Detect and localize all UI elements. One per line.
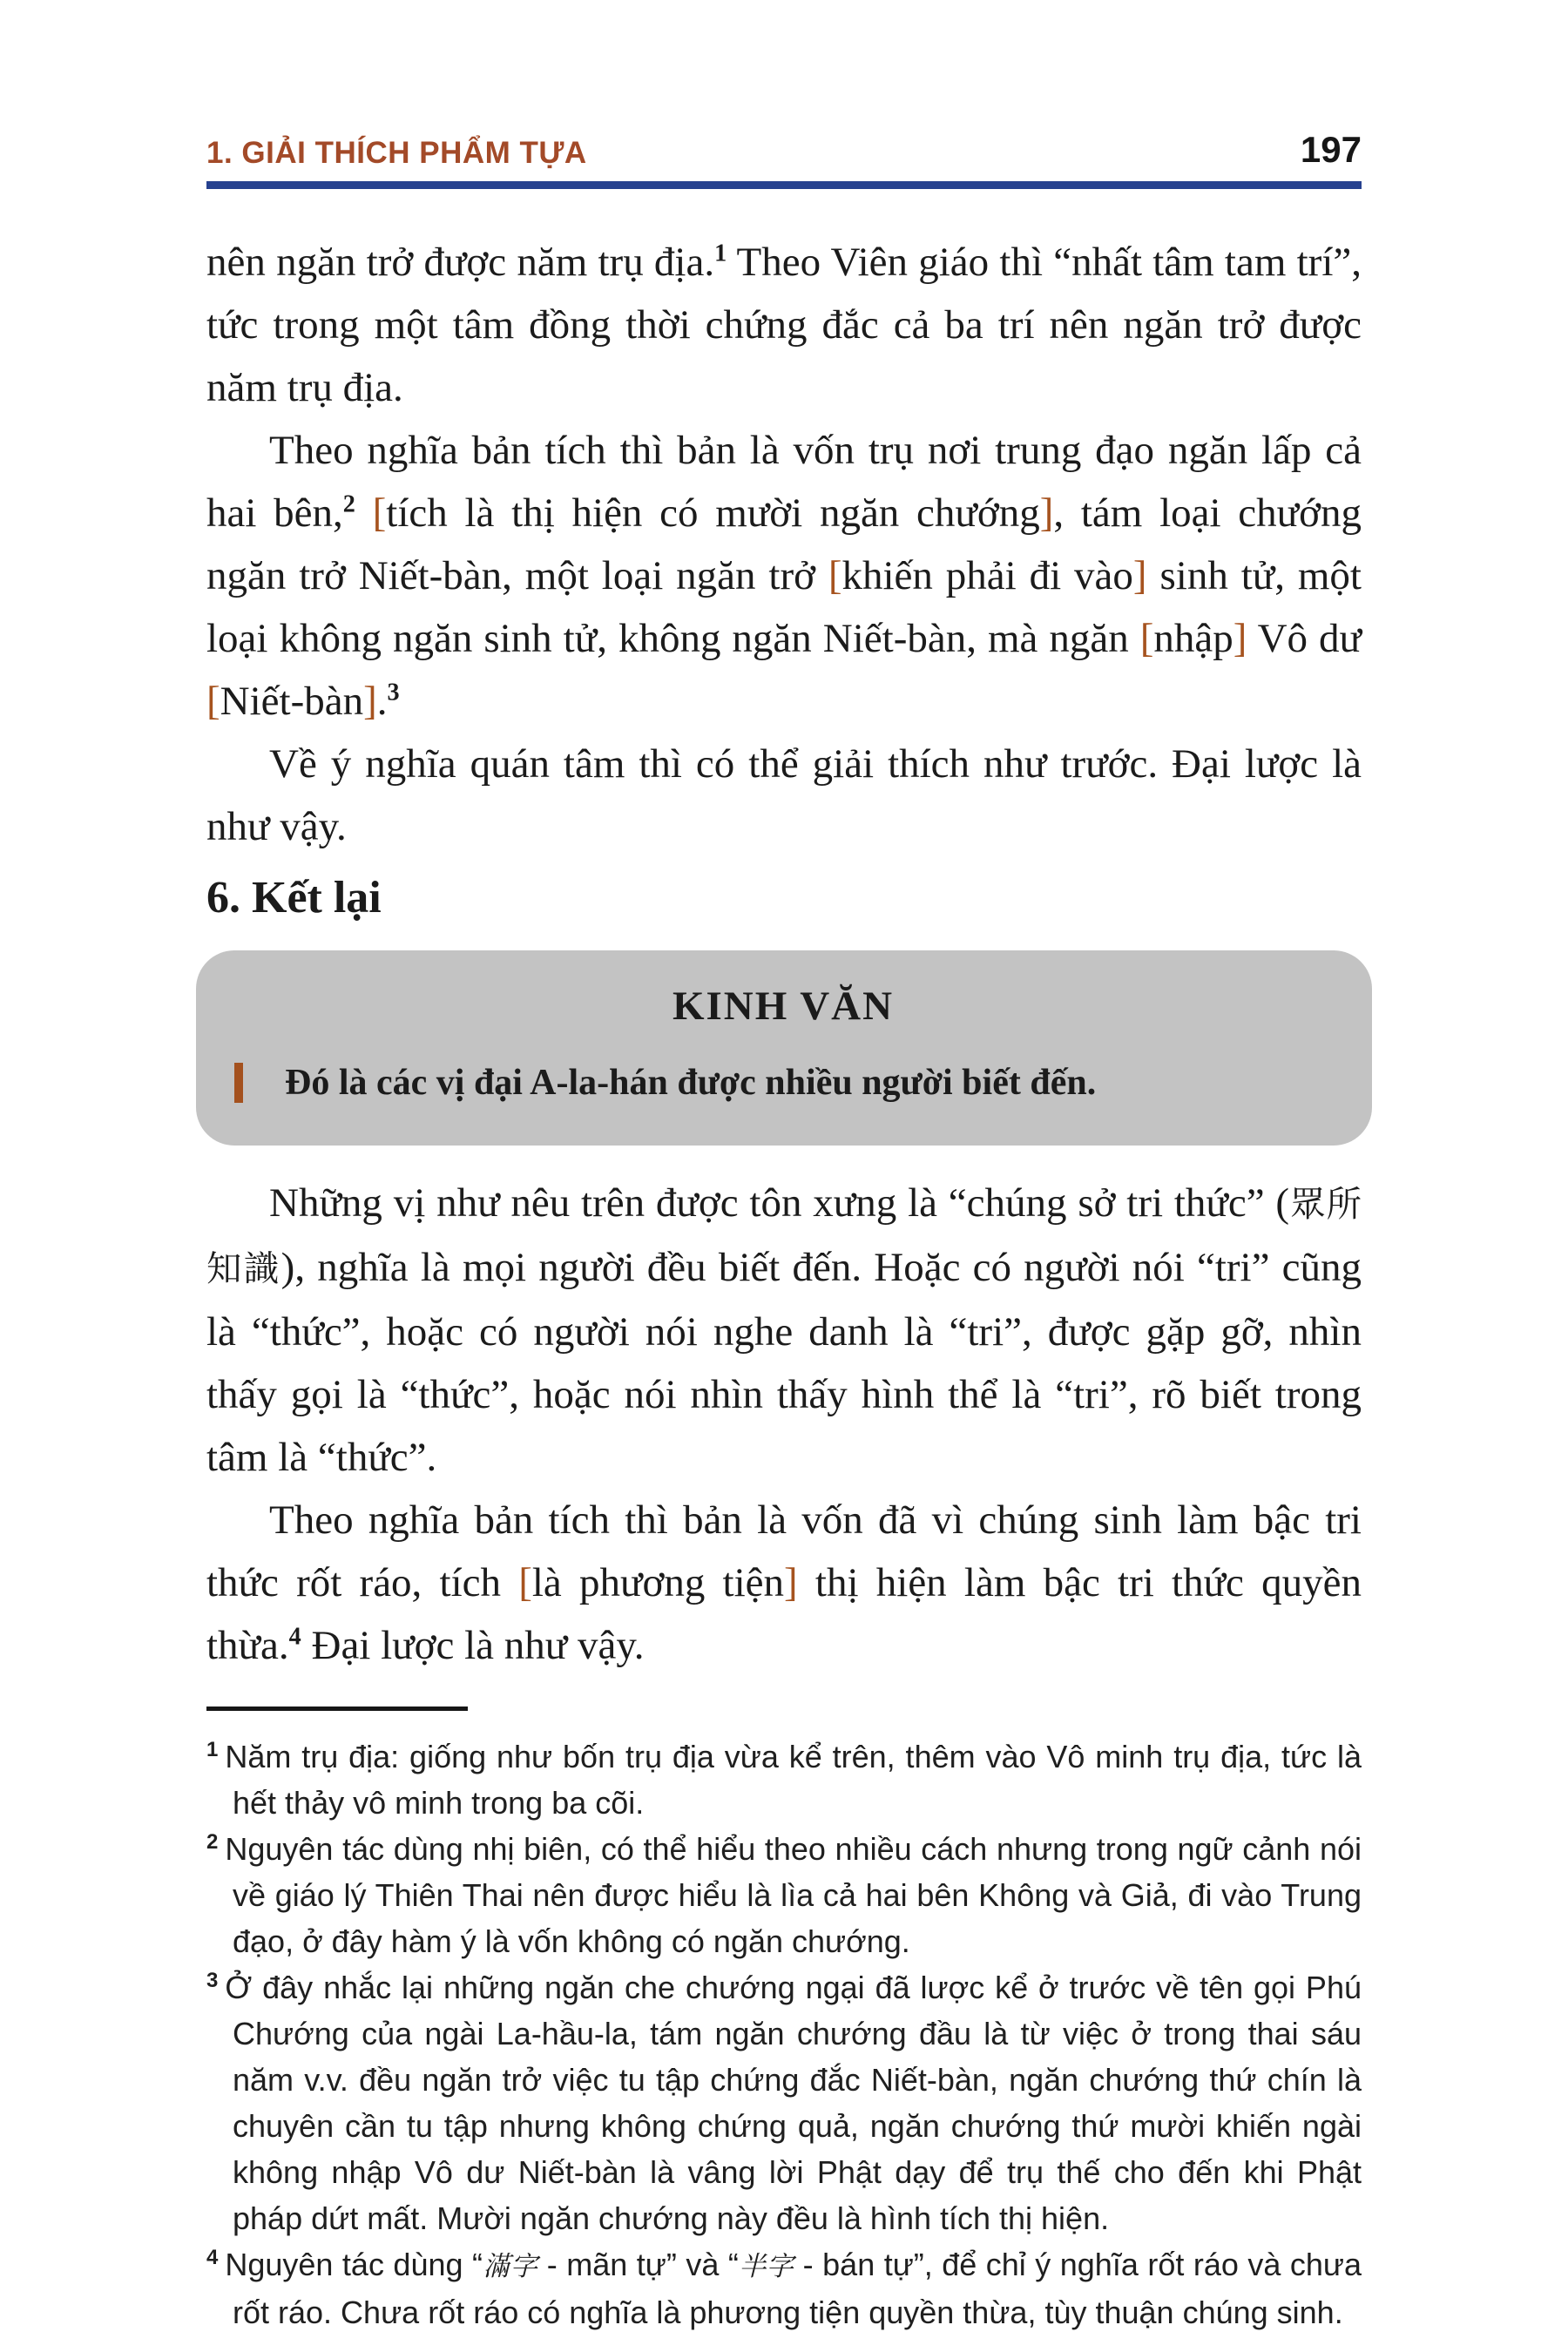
footnote-number: 2 bbox=[206, 1830, 219, 1854]
text-run: - bán tự”, để chỉ ý nghĩa rốt ráo và chưa rốt ráo. Chưa rốt ráo có nghĩa là phương tiện quyền thừa, tùy thuận chúng sinh. bbox=[233, 2247, 1362, 2330]
text-run: ), nghĩa là mọi người đều biết đến. Hoặc có người nói “tri” cũng là “thức”, hoặc có người nói nghe danh là “tri”, được gặp gỡ, nhìn thấy gọi là “thức”, hoặc nói nhìn thấy hình thể là “tri”, rõ biết trong tâm là “thức”. bbox=[206, 1245, 1362, 1480]
footnote-ref-marker: 2 bbox=[342, 490, 355, 518]
paragraph-5 bbox=[206, 1489, 1362, 1677]
bracket-accent: ] bbox=[363, 679, 377, 724]
bracket-accent: [ bbox=[372, 490, 387, 536]
text-run: Năm trụ địa: giống như bốn trụ địa vừa kể trên, thêm vào Vô minh trụ địa, tức là hết thảy vô minh trong ba cõi. bbox=[225, 1739, 1362, 1821]
text-run: là phương tiện bbox=[531, 1560, 785, 1605]
bracket-accent: ] bbox=[1132, 553, 1147, 598]
bracket-accent: [ bbox=[206, 679, 220, 724]
footnote-number: 3 bbox=[206, 1969, 219, 1992]
footnote-rule bbox=[206, 1707, 468, 1711]
footnote-4 bbox=[206, 2241, 1362, 2335]
text-run: Nguyên tác dùng nhị biên, có thể hiểu theo nhiều cách nhưng trong ngữ cảnh nói về giáo lý Thiên Thai nên được hiểu là lìa cả hai bên Không và Giả, đi vào Trung đạo, ở đây hàm ý là vốn không có ngăn chướng. bbox=[225, 1831, 1362, 1959]
bracket-accent: [ bbox=[828, 553, 842, 598]
footnote-number: 1 bbox=[206, 1738, 219, 1761]
text-run: Theo Viên giáo thì “nhất tâm tam trí”, tức trong một tâm đồng thời chứng đắc cả ba trí nên ngăn trở được năm trụ địa. bbox=[206, 240, 1362, 410]
text-run: Niết-bàn bbox=[220, 679, 364, 724]
page-number: 197 bbox=[1300, 129, 1362, 170]
paragraph-2 bbox=[206, 419, 1362, 733]
bracket-accent: ] bbox=[784, 1560, 798, 1605]
kinh-van-box bbox=[196, 950, 1372, 1146]
footnote-1 bbox=[206, 1734, 1362, 1826]
bracket-accent: [ bbox=[518, 1560, 532, 1605]
bracket-accent: [ bbox=[1139, 616, 1154, 661]
text-run: khiến phải đi vào bbox=[841, 553, 1133, 598]
text-run: thị hiện làm bậc tri thức quyền thừa. bbox=[206, 1560, 1362, 1668]
text-run: tích là thị hiện có mười ngăn chướng bbox=[386, 490, 1040, 536]
paragraph-3 bbox=[206, 733, 1362, 858]
footnote-3 bbox=[206, 1964, 1362, 2241]
footnote-text bbox=[225, 2247, 1362, 2330]
footnote-2 bbox=[206, 1826, 1362, 1964]
text-run: Theo nghĩa bản tích thì bản là vốn trụ nơi trung đạo ngăn lấp cả hai bên, bbox=[206, 428, 1362, 536]
text-run bbox=[355, 490, 373, 536]
footnote-ref-marker: 3 bbox=[387, 679, 400, 706]
text-run: Ở đây nhắc lại những ngăn che chướng ngại đã lược kể ở trước về tên gọi Phú Chướng của ngài La-hầu-la, tám ngăn chướng đầu là từ việc ở trong thai sáu năm v.v. đều ngăn trở việc tu tập chứng đắc Niết-bàn, ngăn chướng thứ chín là chuyên cần tu tập nhưng không chứng quả, ngăn chướng thứ mười khiến ngài không nhập Vô dư Niết-bàn là vâng lời Phật dạy để trụ thế cho đến khi Phật pháp dứt mất. Mười ngăn chướng này đều là hình tích thị hiện. bbox=[225, 1970, 1362, 2236]
footnote-ref-marker: 1 bbox=[714, 240, 727, 267]
footnote-number: 4 bbox=[206, 2246, 219, 2269]
text-run: nên ngăn trở được năm trụ địa. bbox=[206, 240, 715, 285]
text-run: . bbox=[376, 679, 388, 724]
text-run: Theo nghĩa bản tích thì bản là vốn đã vì chúng sinh làm bậc tri thức rốt ráo, tích bbox=[206, 1497, 1362, 1605]
footnote-text bbox=[225, 1831, 1362, 1959]
text-run: sinh tử, một loại không ngăn sinh tử, không ngăn Niết-bàn, mà ngăn bbox=[206, 553, 1362, 661]
kinh-van-title: KINH VĂN bbox=[672, 983, 895, 1029]
text-run: Đại lược là như vậy. bbox=[301, 1623, 645, 1668]
text-run: , tám loại chướng ngăn trở Niết-bàn, một loại ngăn trở bbox=[206, 490, 1362, 598]
text-run: nhập bbox=[1153, 616, 1233, 661]
bracket-accent: ] bbox=[1039, 490, 1054, 536]
footnote-text bbox=[225, 1970, 1362, 2236]
header-rule bbox=[206, 181, 1362, 189]
text-run: - mãn tự” và “ bbox=[537, 2247, 739, 2282]
kinh-van-quote bbox=[234, 1060, 1332, 1105]
running-header-section-title: 1. GIẢI THÍCH PHẨM TỰA bbox=[206, 136, 587, 170]
quote-text: Đó là các vị đại A-la-hán được nhiều người biết đến. bbox=[285, 1063, 1097, 1103]
footnote-text bbox=[225, 1739, 1362, 1821]
quote-bar bbox=[234, 1063, 243, 1103]
cjk-text: 眾所知識 bbox=[206, 1185, 1362, 1288]
cjk-text-italic: 半字 bbox=[738, 2251, 794, 2281]
paragraph-1 bbox=[206, 231, 1362, 419]
bracket-accent: ] bbox=[1233, 616, 1247, 661]
section-heading: 6. Kết lại bbox=[206, 873, 382, 923]
footnote-ref-marker: 4 bbox=[288, 1623, 301, 1651]
text-run: Về ý nghĩa quán tâm thì có thể giải thích như trước. Đại lược là như vậy. bbox=[206, 741, 1362, 849]
text-run: Vô dư bbox=[1247, 616, 1362, 661]
paragraph-4 bbox=[206, 1172, 1362, 1489]
body-text bbox=[206, 231, 1362, 1677]
footnotes-section bbox=[206, 1707, 1362, 2335]
text-run: Những vị như nêu trên được tôn xưng là “chúng sở tri thức” ( bbox=[269, 1180, 1290, 1226]
cjk-text-italic: 滿字 bbox=[482, 2251, 538, 2281]
running-header bbox=[206, 0, 1362, 171]
text-run: Nguyên tác dùng “ bbox=[225, 2247, 483, 2282]
